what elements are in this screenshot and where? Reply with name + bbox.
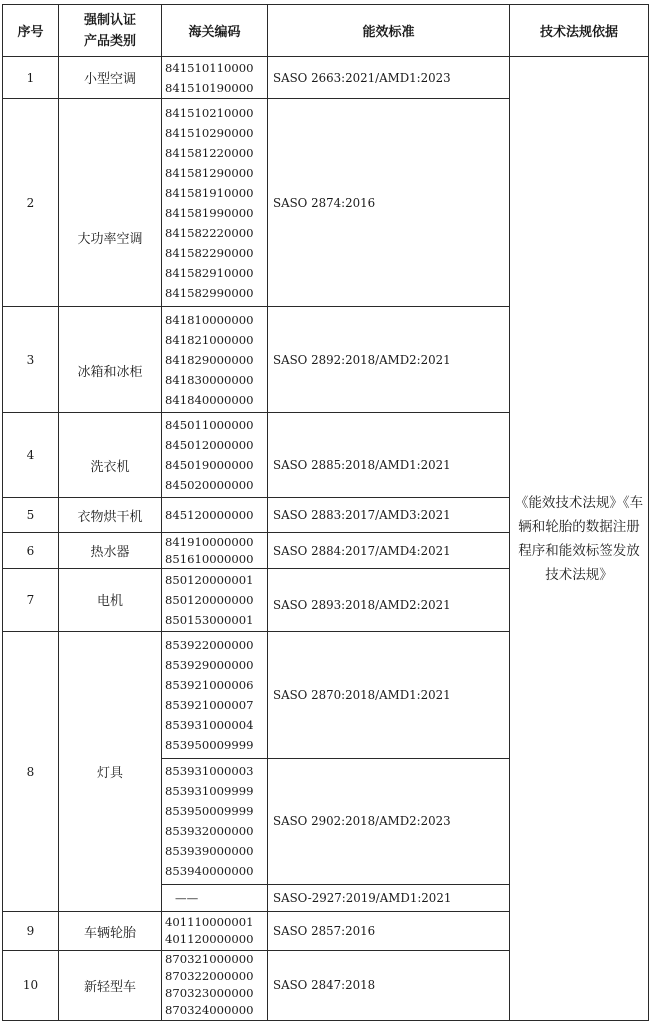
hs-code: 401120000000 (165, 932, 254, 946)
hs-code: 850153000001 (165, 612, 254, 627)
row-index: 8 (3, 631, 59, 911)
row-category: 洗衣机 (59, 412, 162, 497)
hs-code: 841829000000 (165, 352, 254, 367)
hs-code: 853921000006 (165, 677, 254, 692)
hs-code-cell (162, 412, 268, 497)
hs-code: 841581290000 (165, 165, 254, 180)
hs-code-cell (162, 57, 268, 99)
hs-code: 845120000000 (165, 508, 254, 523)
hs-code: 841821000000 (165, 332, 254, 347)
hs-code-cell (162, 950, 268, 1020)
hs-code-cell (162, 533, 268, 568)
hs-code: 850120000000 (165, 592, 254, 607)
hs-code: 853932000000 (165, 824, 254, 839)
standard-cell: SASO 2663:2021/AMD1:2023 (268, 57, 510, 99)
row-index: 2 (3, 99, 59, 307)
hs-code: 853922000000 (165, 637, 254, 652)
standard-cell: SASO 2857:2016 (268, 912, 510, 950)
hs-code: 841582910000 (165, 265, 254, 280)
hs-code: 853921000007 (165, 697, 254, 712)
row-category: 热水器 (59, 533, 162, 568)
hs-code-cell (162, 631, 268, 758)
hs-code: —— (175, 891, 199, 906)
row-index: 4 (3, 412, 59, 497)
standard-cell: SASO 2847:2018 (268, 950, 510, 1020)
hs-code: 841510290000 (165, 125, 254, 140)
hs-code: 853939000000 (165, 844, 254, 859)
table-row (3, 57, 649, 99)
hs-code-cell (162, 758, 268, 885)
row-category: 小型空调 (59, 57, 162, 99)
hs-code: 853931000003 (165, 764, 254, 779)
hs-code: 853950009999 (165, 804, 254, 819)
header-category: 强制认证产品类别 (59, 5, 162, 57)
hs-code-cell (162, 885, 268, 912)
basis-cell: 《能效技术法规》《车辆和轮胎的数据注册程序和能效标签发放技术法规》 (510, 57, 649, 1021)
row-category: 衣物烘干机 (59, 498, 162, 533)
hs-code: 841910000000 (165, 534, 254, 549)
standard-cell: SASO 2874:2016 (268, 99, 510, 307)
hs-code-cell (162, 912, 268, 950)
hs-code: 853929000000 (165, 657, 254, 672)
standards-table (2, 4, 649, 1021)
hs-code: 841582290000 (165, 245, 254, 260)
hs-code: 853931009999 (165, 784, 254, 799)
standard-cell: SASO 2883:2017/AMD3:2021 (268, 498, 510, 533)
hs-code: 853940000000 (165, 864, 254, 879)
hs-code-cell (162, 99, 268, 307)
hs-code: 853931000004 (165, 717, 254, 732)
standard-cell: SASO 2902:2018/AMD2:2023 (268, 758, 510, 885)
header-row (3, 5, 649, 57)
row-category: 新轻型车 (59, 950, 162, 1020)
hs-code: 853950009999 (165, 737, 254, 752)
standard-cell: SASO 2884:2017/AMD4:2021 (268, 533, 510, 568)
row-category: 大功率空调 (59, 99, 162, 307)
row-category: 灯具 (59, 631, 162, 911)
header-standard: 能效标准 (268, 5, 510, 57)
hs-code: 841581910000 (165, 185, 254, 200)
header-basis: 技术法规依据 (510, 5, 649, 57)
row-index: 9 (3, 912, 59, 950)
standard-cell: SASO 2892:2018/AMD2:2021 (268, 307, 510, 413)
hs-code: 850120000001 (165, 572, 254, 587)
hs-code: 870323000000 (165, 986, 254, 1001)
hs-code: 845019000000 (165, 458, 254, 473)
hs-code: 841581220000 (165, 145, 254, 160)
hs-code-cell (162, 498, 268, 533)
hs-code: 841510210000 (165, 105, 254, 120)
hs-code: 841582990000 (165, 285, 254, 300)
hs-code: 841830000000 (165, 372, 254, 387)
hs-code: 870322000000 (165, 969, 254, 984)
standard-cell: SASO-2927:2019/AMD1:2021 (268, 885, 510, 912)
row-category: 车辆轮胎 (59, 912, 162, 950)
hs-code: 841840000000 (165, 392, 254, 407)
row-index: 6 (3, 533, 59, 568)
standard-cell: SASO 2870:2018/AMD1:2021 (268, 631, 510, 758)
hs-code: 845020000000 (165, 478, 254, 493)
row-index: 7 (3, 568, 59, 631)
hs-code: 841581990000 (165, 205, 254, 220)
hs-code: 845011000000 (165, 418, 254, 433)
row-index: 5 (3, 498, 59, 533)
hs-code: 841510110000 (165, 60, 254, 75)
header-index: 序号 (3, 5, 59, 57)
hs-code: 841510190000 (165, 80, 254, 95)
row-index: 3 (3, 307, 59, 413)
hs-code: 870321000000 (165, 952, 254, 967)
hs-code: 845012000000 (165, 438, 254, 453)
hs-code: 841582220000 (165, 225, 254, 240)
row-index: 10 (3, 950, 59, 1020)
row-index: 1 (3, 57, 59, 99)
standard-cell: SASO 2885:2018/AMD1:2021 (268, 412, 510, 497)
row-category: 电机 (59, 568, 162, 631)
header-hs-code: 海关编码 (162, 5, 268, 57)
hs-code: 870324000000 (165, 1003, 254, 1018)
hs-code: 851610000000 (165, 551, 254, 566)
standard-cell: SASO 2893:2018/AMD2:2021 (268, 568, 510, 631)
hs-code-cell (162, 307, 268, 413)
hs-code: 841810000000 (165, 312, 254, 327)
hs-code: 401110000001 (165, 915, 254, 929)
row-category: 冰箱和冰柜 (59, 307, 162, 413)
hs-code-cell (162, 568, 268, 631)
